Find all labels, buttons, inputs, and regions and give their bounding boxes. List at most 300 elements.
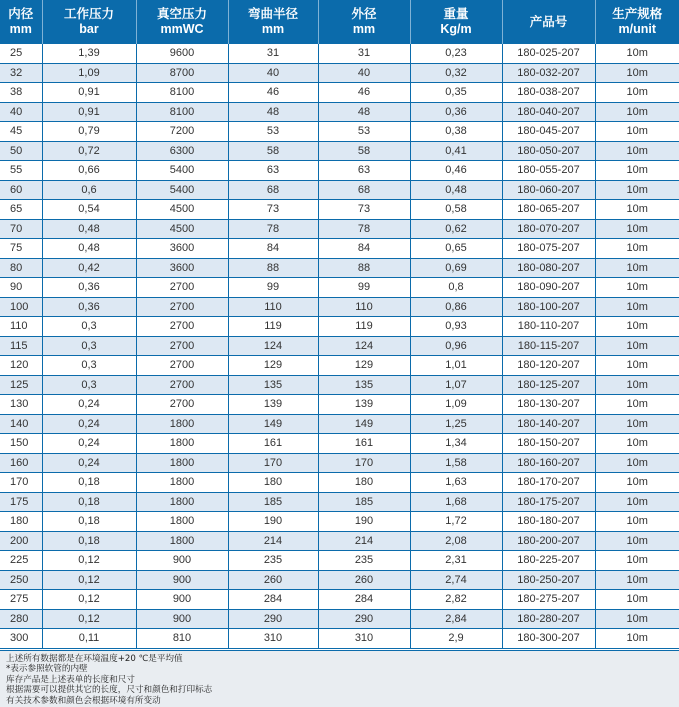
cell-bend-radius: 190: [228, 512, 318, 532]
cell-working-pressure: 0,12: [42, 570, 136, 590]
cell-production-spec: 10m: [595, 629, 679, 649]
table-row: [0, 356, 679, 376]
cell-outer-diameter: 119: [318, 317, 410, 337]
cell-production-spec: 10m: [595, 414, 679, 434]
table-row: [0, 453, 679, 473]
cell-bend-radius: 290: [228, 609, 318, 629]
cell-inner-diameter: 250: [0, 570, 42, 590]
cell-bend-radius: 180: [228, 473, 318, 493]
cell-production-spec: 10m: [595, 278, 679, 298]
cell-production-spec: 10m: [595, 473, 679, 493]
cell-production-spec: 10m: [595, 395, 679, 415]
cell-outer-diameter: 31: [318, 44, 410, 63]
cell-product-number: 180-090-207: [502, 278, 595, 298]
cell-production-spec: 10m: [595, 200, 679, 220]
footnote-line: *表示参照软管的内壁: [6, 664, 88, 675]
cell-weight: 2,82: [410, 590, 502, 610]
cell-vacuum-pressure: 1800: [136, 492, 228, 512]
cell-weight: 1,01: [410, 356, 502, 376]
footnote-line: 根据需要可以提供其它的长度，尺寸和颜色和打印标志: [6, 685, 213, 696]
cell-outer-diameter: 48: [318, 102, 410, 122]
cell-weight: 0,96: [410, 336, 502, 356]
cell-production-spec: 10m: [595, 161, 679, 181]
cell-weight: 0,41: [410, 141, 502, 161]
cell-bend-radius: 88: [228, 258, 318, 278]
cell-inner-diameter: 70: [0, 219, 42, 239]
cell-production-spec: 10m: [595, 102, 679, 122]
header-unit: Kg/m: [440, 22, 472, 36]
cell-vacuum-pressure: 900: [136, 609, 228, 629]
cell-weight: 1,34: [410, 434, 502, 454]
cell-inner-diameter: 32: [0, 63, 42, 83]
cell-bend-radius: 53: [228, 122, 318, 142]
cell-product-number: 180-275-207: [502, 590, 595, 610]
cell-weight: 0,35: [410, 83, 502, 103]
cell-product-number: 180-100-207: [502, 297, 595, 317]
cell-bend-radius: 235: [228, 551, 318, 571]
cell-production-spec: 10m: [595, 375, 679, 395]
table-row: [0, 102, 679, 122]
cell-outer-diameter: 84: [318, 239, 410, 259]
cell-outer-diameter: 73: [318, 200, 410, 220]
footnote-line: 库存产品是上述表单的长度和尺寸: [6, 674, 135, 685]
cell-production-spec: 10m: [595, 570, 679, 590]
cell-weight: 0,58: [410, 200, 502, 220]
table-header: [0, 0, 679, 44]
header-unit: m/unit: [618, 22, 656, 36]
cell-outer-diameter: 58: [318, 141, 410, 161]
cell-bend-radius: 58: [228, 141, 318, 161]
cell-outer-diameter: 190: [318, 512, 410, 532]
cell-bend-radius: 119: [228, 317, 318, 337]
cell-bend-radius: 31: [228, 44, 318, 63]
cell-working-pressure: 1,39: [42, 44, 136, 63]
cell-inner-diameter: 38: [0, 83, 42, 103]
cell-production-spec: 10m: [595, 336, 679, 356]
cell-inner-diameter: 170: [0, 473, 42, 493]
cell-working-pressure: 0,3: [42, 356, 136, 376]
cell-outer-diameter: 68: [318, 180, 410, 200]
cell-product-number: 180-125-207: [502, 375, 595, 395]
cell-outer-diameter: 88: [318, 258, 410, 278]
cell-vacuum-pressure: 810: [136, 629, 228, 649]
cell-production-spec: 10m: [595, 531, 679, 551]
cell-bend-radius: 40: [228, 63, 318, 83]
cell-bend-radius: 284: [228, 590, 318, 610]
table-row: [0, 44, 679, 63]
cell-production-spec: 10m: [595, 63, 679, 83]
cell-production-spec: 10m: [595, 122, 679, 142]
header-weight: [410, 0, 502, 44]
cell-bend-radius: 63: [228, 161, 318, 181]
table-row: [0, 492, 679, 512]
cell-inner-diameter: 45: [0, 122, 42, 142]
cell-vacuum-pressure: 1800: [136, 434, 228, 454]
cell-product-number: 180-038-207: [502, 83, 595, 103]
cell-working-pressure: 0,42: [42, 258, 136, 278]
cell-outer-diameter: 180: [318, 473, 410, 493]
cell-vacuum-pressure: 4500: [136, 200, 228, 220]
cell-production-spec: 10m: [595, 551, 679, 571]
cell-product-number: 180-050-207: [502, 141, 595, 161]
cell-inner-diameter: 80: [0, 258, 42, 278]
cell-working-pressure: 0,48: [42, 239, 136, 259]
table-row: [0, 473, 679, 493]
table-row: [0, 63, 679, 83]
cell-working-pressure: 0,18: [42, 492, 136, 512]
cell-vacuum-pressure: 2700: [136, 317, 228, 337]
cell-inner-diameter: 150: [0, 434, 42, 454]
footnotes: [0, 650, 679, 707]
header-label: 产品号: [529, 14, 568, 29]
cell-working-pressure: 0,72: [42, 141, 136, 161]
cell-working-pressure: 0,91: [42, 102, 136, 122]
cell-product-number: 180-025-207: [502, 44, 595, 63]
cell-outer-diameter: 290: [318, 609, 410, 629]
header-outer-diameter: [318, 0, 410, 44]
cell-bend-radius: 149: [228, 414, 318, 434]
cell-working-pressure: 0,18: [42, 531, 136, 551]
header-vacuum-pressure: [136, 0, 228, 44]
cell-production-spec: 10m: [595, 492, 679, 512]
table-row: [0, 161, 679, 181]
cell-production-spec: 10m: [595, 356, 679, 376]
header-production-spec: [595, 0, 679, 44]
cell-production-spec: 10m: [595, 258, 679, 278]
table-row: [0, 375, 679, 395]
cell-vacuum-pressure: 900: [136, 590, 228, 610]
cell-working-pressure: 0,54: [42, 200, 136, 220]
cell-weight: 0,23: [410, 44, 502, 63]
cell-outer-diameter: 124: [318, 336, 410, 356]
header-working-pressure: [42, 0, 136, 44]
cell-outer-diameter: 161: [318, 434, 410, 454]
cell-bend-radius: 129: [228, 356, 318, 376]
table-row: [0, 512, 679, 532]
cell-weight: 0,62: [410, 219, 502, 239]
cell-vacuum-pressure: 8100: [136, 102, 228, 122]
cell-vacuum-pressure: 6300: [136, 141, 228, 161]
header-label: 重量: [443, 7, 469, 21]
cell-outer-diameter: 149: [318, 414, 410, 434]
cell-inner-diameter: 130: [0, 395, 42, 415]
cell-outer-diameter: 284: [318, 590, 410, 610]
cell-product-number: 180-070-207: [502, 219, 595, 239]
cell-product-number: 180-115-207: [502, 336, 595, 356]
cell-vacuum-pressure: 3600: [136, 239, 228, 259]
cell-vacuum-pressure: 1800: [136, 512, 228, 532]
cell-weight: 2,08: [410, 531, 502, 551]
cell-production-spec: 10m: [595, 609, 679, 629]
cell-production-spec: 10m: [595, 44, 679, 63]
cell-production-spec: 10m: [595, 83, 679, 103]
cell-product-number: 180-055-207: [502, 161, 595, 181]
cell-inner-diameter: 200: [0, 531, 42, 551]
cell-product-number: 180-060-207: [502, 180, 595, 200]
cell-product-number: 180-140-207: [502, 414, 595, 434]
table-row: [0, 336, 679, 356]
cell-working-pressure: 0,24: [42, 395, 136, 415]
cell-vacuum-pressure: 5400: [136, 161, 228, 181]
cell-bend-radius: 99: [228, 278, 318, 298]
table-row: [0, 395, 679, 415]
cell-product-number: 180-080-207: [502, 258, 595, 278]
table-row: [0, 122, 679, 142]
table-row: [0, 317, 679, 337]
cell-working-pressure: 0,3: [42, 317, 136, 337]
cell-inner-diameter: 60: [0, 180, 42, 200]
cell-weight: 0,69: [410, 258, 502, 278]
table-row: [0, 278, 679, 298]
cell-outer-diameter: 235: [318, 551, 410, 571]
cell-inner-diameter: 180: [0, 512, 42, 532]
cell-vacuum-pressure: 2700: [136, 356, 228, 376]
cell-bend-radius: 260: [228, 570, 318, 590]
cell-vacuum-pressure: 8100: [136, 83, 228, 103]
cell-vacuum-pressure: 1800: [136, 453, 228, 473]
cell-weight: 0,86: [410, 297, 502, 317]
cell-bend-radius: 214: [228, 531, 318, 551]
table-row: [0, 609, 679, 629]
cell-product-number: 180-130-207: [502, 395, 595, 415]
cell-vacuum-pressure: 1800: [136, 531, 228, 551]
table-row: [0, 531, 679, 551]
cell-bend-radius: 46: [228, 83, 318, 103]
cell-product-number: 180-200-207: [502, 531, 595, 551]
cell-inner-diameter: 90: [0, 278, 42, 298]
cell-production-spec: 10m: [595, 141, 679, 161]
cell-working-pressure: 0,79: [42, 122, 136, 142]
cell-product-number: 180-120-207: [502, 356, 595, 376]
cell-production-spec: 10m: [595, 219, 679, 239]
table-row: [0, 434, 679, 454]
cell-bend-radius: 139: [228, 395, 318, 415]
cell-working-pressure: 0,36: [42, 278, 136, 298]
header-inner-diameter: [0, 0, 42, 44]
cell-weight: 2,31: [410, 551, 502, 571]
header-unit: mmWC: [160, 22, 204, 36]
cell-weight: 1,63: [410, 473, 502, 493]
cell-outer-diameter: 78: [318, 219, 410, 239]
cell-weight: 0,46: [410, 161, 502, 181]
cell-outer-diameter: 99: [318, 278, 410, 298]
cell-weight: 1,68: [410, 492, 502, 512]
cell-weight: 0,93: [410, 317, 502, 337]
cell-outer-diameter: 135: [318, 375, 410, 395]
cell-working-pressure: 0,12: [42, 551, 136, 571]
cell-vacuum-pressure: 2700: [136, 278, 228, 298]
cell-product-number: 180-040-207: [502, 102, 595, 122]
cell-weight: 1,25: [410, 414, 502, 434]
cell-product-number: 180-225-207: [502, 551, 595, 571]
cell-outer-diameter: 170: [318, 453, 410, 473]
cell-working-pressure: 0,12: [42, 609, 136, 629]
cell-production-spec: 10m: [595, 297, 679, 317]
cell-vacuum-pressure: 2700: [136, 297, 228, 317]
cell-inner-diameter: 25: [0, 44, 42, 63]
header-unit: bar: [79, 22, 99, 36]
table-row: [0, 239, 679, 259]
cell-weight: 2,84: [410, 609, 502, 629]
cell-production-spec: 10m: [595, 434, 679, 454]
cell-inner-diameter: 110: [0, 317, 42, 337]
cell-vacuum-pressure: 4500: [136, 219, 228, 239]
cell-bend-radius: 78: [228, 219, 318, 239]
cell-outer-diameter: 185: [318, 492, 410, 512]
cell-product-number: 180-110-207: [502, 317, 595, 337]
header-label: 内径: [8, 7, 34, 21]
cell-product-number: 180-170-207: [502, 473, 595, 493]
cell-product-number: 180-032-207: [502, 63, 595, 83]
cell-inner-diameter: 140: [0, 414, 42, 434]
cell-inner-diameter: 300: [0, 629, 42, 649]
cell-inner-diameter: 280: [0, 609, 42, 629]
cell-working-pressure: 1,09: [42, 63, 136, 83]
header-row: [0, 0, 679, 44]
footnote-line: 上述所有数据都是在环境温度+20 ℃是平均值: [6, 654, 183, 664]
table-row: [0, 219, 679, 239]
cell-working-pressure: 0,48: [42, 219, 136, 239]
cell-inner-diameter: 115: [0, 336, 42, 356]
cell-product-number: 180-300-207: [502, 629, 595, 649]
cell-working-pressure: 0,3: [42, 375, 136, 395]
cell-outer-diameter: 63: [318, 161, 410, 181]
cell-weight: 1,09: [410, 395, 502, 415]
table-row: [0, 590, 679, 610]
cell-working-pressure: 0,6: [42, 180, 136, 200]
cell-weight: 1,72: [410, 512, 502, 532]
cell-vacuum-pressure: 2700: [136, 336, 228, 356]
cell-vacuum-pressure: 2700: [136, 375, 228, 395]
header-unit: mm: [261, 22, 285, 36]
cell-product-number: 180-180-207: [502, 512, 595, 532]
cell-inner-diameter: 120: [0, 356, 42, 376]
cell-inner-diameter: 225: [0, 551, 42, 571]
cell-inner-diameter: 160: [0, 453, 42, 473]
table-row: [0, 200, 679, 220]
cell-working-pressure: 0,12: [42, 590, 136, 610]
cell-bend-radius: 73: [228, 200, 318, 220]
cell-production-spec: 10m: [595, 590, 679, 610]
cell-weight: 0,8: [410, 278, 502, 298]
cell-vacuum-pressure: 3600: [136, 258, 228, 278]
cell-production-spec: 10m: [595, 239, 679, 259]
cell-weight: 0,36: [410, 102, 502, 122]
cell-bend-radius: 185: [228, 492, 318, 512]
cell-working-pressure: 0,18: [42, 473, 136, 493]
cell-vacuum-pressure: 900: [136, 551, 228, 571]
cell-vacuum-pressure: 1800: [136, 473, 228, 493]
cell-production-spec: 10m: [595, 453, 679, 473]
cell-vacuum-pressure: 1800: [136, 414, 228, 434]
header-label: 生产规格: [612, 7, 663, 21]
table-row: [0, 180, 679, 200]
cell-inner-diameter: 55: [0, 161, 42, 181]
cell-weight: 2,74: [410, 570, 502, 590]
cell-bend-radius: 124: [228, 336, 318, 356]
cell-product-number: 180-160-207: [502, 453, 595, 473]
header-label: 弯曲半径: [247, 7, 298, 21]
cell-inner-diameter: 75: [0, 239, 42, 259]
cell-bend-radius: 48: [228, 102, 318, 122]
table-row: [0, 414, 679, 434]
cell-working-pressure: 0,18: [42, 512, 136, 532]
cell-product-number: 180-175-207: [502, 492, 595, 512]
header-unit: mm: [352, 22, 376, 36]
cell-working-pressure: 0,66: [42, 161, 136, 181]
cell-weight: 0,65: [410, 239, 502, 259]
cell-outer-diameter: 40: [318, 63, 410, 83]
cell-bend-radius: 68: [228, 180, 318, 200]
cell-vacuum-pressure: 8700: [136, 63, 228, 83]
cell-product-number: 180-150-207: [502, 434, 595, 454]
cell-vacuum-pressure: 900: [136, 570, 228, 590]
cell-vacuum-pressure: 7200: [136, 122, 228, 142]
cell-bend-radius: 310: [228, 629, 318, 649]
cell-working-pressure: 0,24: [42, 453, 136, 473]
cell-outer-diameter: 53: [318, 122, 410, 142]
cell-working-pressure: 0,3: [42, 336, 136, 356]
table-row: [0, 570, 679, 590]
header-bend-radius: [228, 0, 318, 44]
table-row: [0, 297, 679, 317]
cell-working-pressure: 0,24: [42, 434, 136, 454]
cell-bend-radius: 161: [228, 434, 318, 454]
cell-inner-diameter: 125: [0, 375, 42, 395]
cell-working-pressure: 0,11: [42, 629, 136, 649]
cell-weight: 1,07: [410, 375, 502, 395]
cell-bend-radius: 110: [228, 297, 318, 317]
cell-outer-diameter: 110: [318, 297, 410, 317]
cell-outer-diameter: 129: [318, 356, 410, 376]
cell-production-spec: 10m: [595, 180, 679, 200]
cell-outer-diameter: 214: [318, 531, 410, 551]
cell-weight: 1,58: [410, 453, 502, 473]
cell-inner-diameter: 50: [0, 141, 42, 161]
cell-outer-diameter: 310: [318, 629, 410, 649]
header-label: 外径: [351, 7, 377, 21]
cell-working-pressure: 0,36: [42, 297, 136, 317]
cell-production-spec: 10m: [595, 512, 679, 532]
cell-inner-diameter: 275: [0, 590, 42, 610]
cell-vacuum-pressure: 9600: [136, 44, 228, 63]
cell-vacuum-pressure: 5400: [136, 180, 228, 200]
cell-weight: 0,38: [410, 122, 502, 142]
cell-product-number: 180-075-207: [502, 239, 595, 259]
table-row: [0, 141, 679, 161]
table-row: [0, 551, 679, 571]
cell-inner-diameter: 175: [0, 492, 42, 512]
header-label: 真空压力: [156, 7, 207, 21]
cell-outer-diameter: 139: [318, 395, 410, 415]
cell-weight: 0,48: [410, 180, 502, 200]
header-label: 工作压力: [63, 7, 114, 21]
cell-inner-diameter: 65: [0, 200, 42, 220]
header-unit: mm: [9, 22, 32, 36]
cell-product-number: 180-045-207: [502, 122, 595, 142]
cell-bend-radius: 84: [228, 239, 318, 259]
table-row: [0, 83, 679, 103]
cell-weight: 2,9: [410, 629, 502, 649]
header-product-number: [502, 0, 595, 44]
cell-vacuum-pressure: 2700: [136, 395, 228, 415]
cell-outer-diameter: 46: [318, 83, 410, 103]
cell-production-spec: 10m: [595, 317, 679, 337]
cell-working-pressure: 0,91: [42, 83, 136, 103]
table-body: [0, 44, 679, 648]
table-row: [0, 629, 679, 649]
cell-product-number: 180-065-207: [502, 200, 595, 220]
